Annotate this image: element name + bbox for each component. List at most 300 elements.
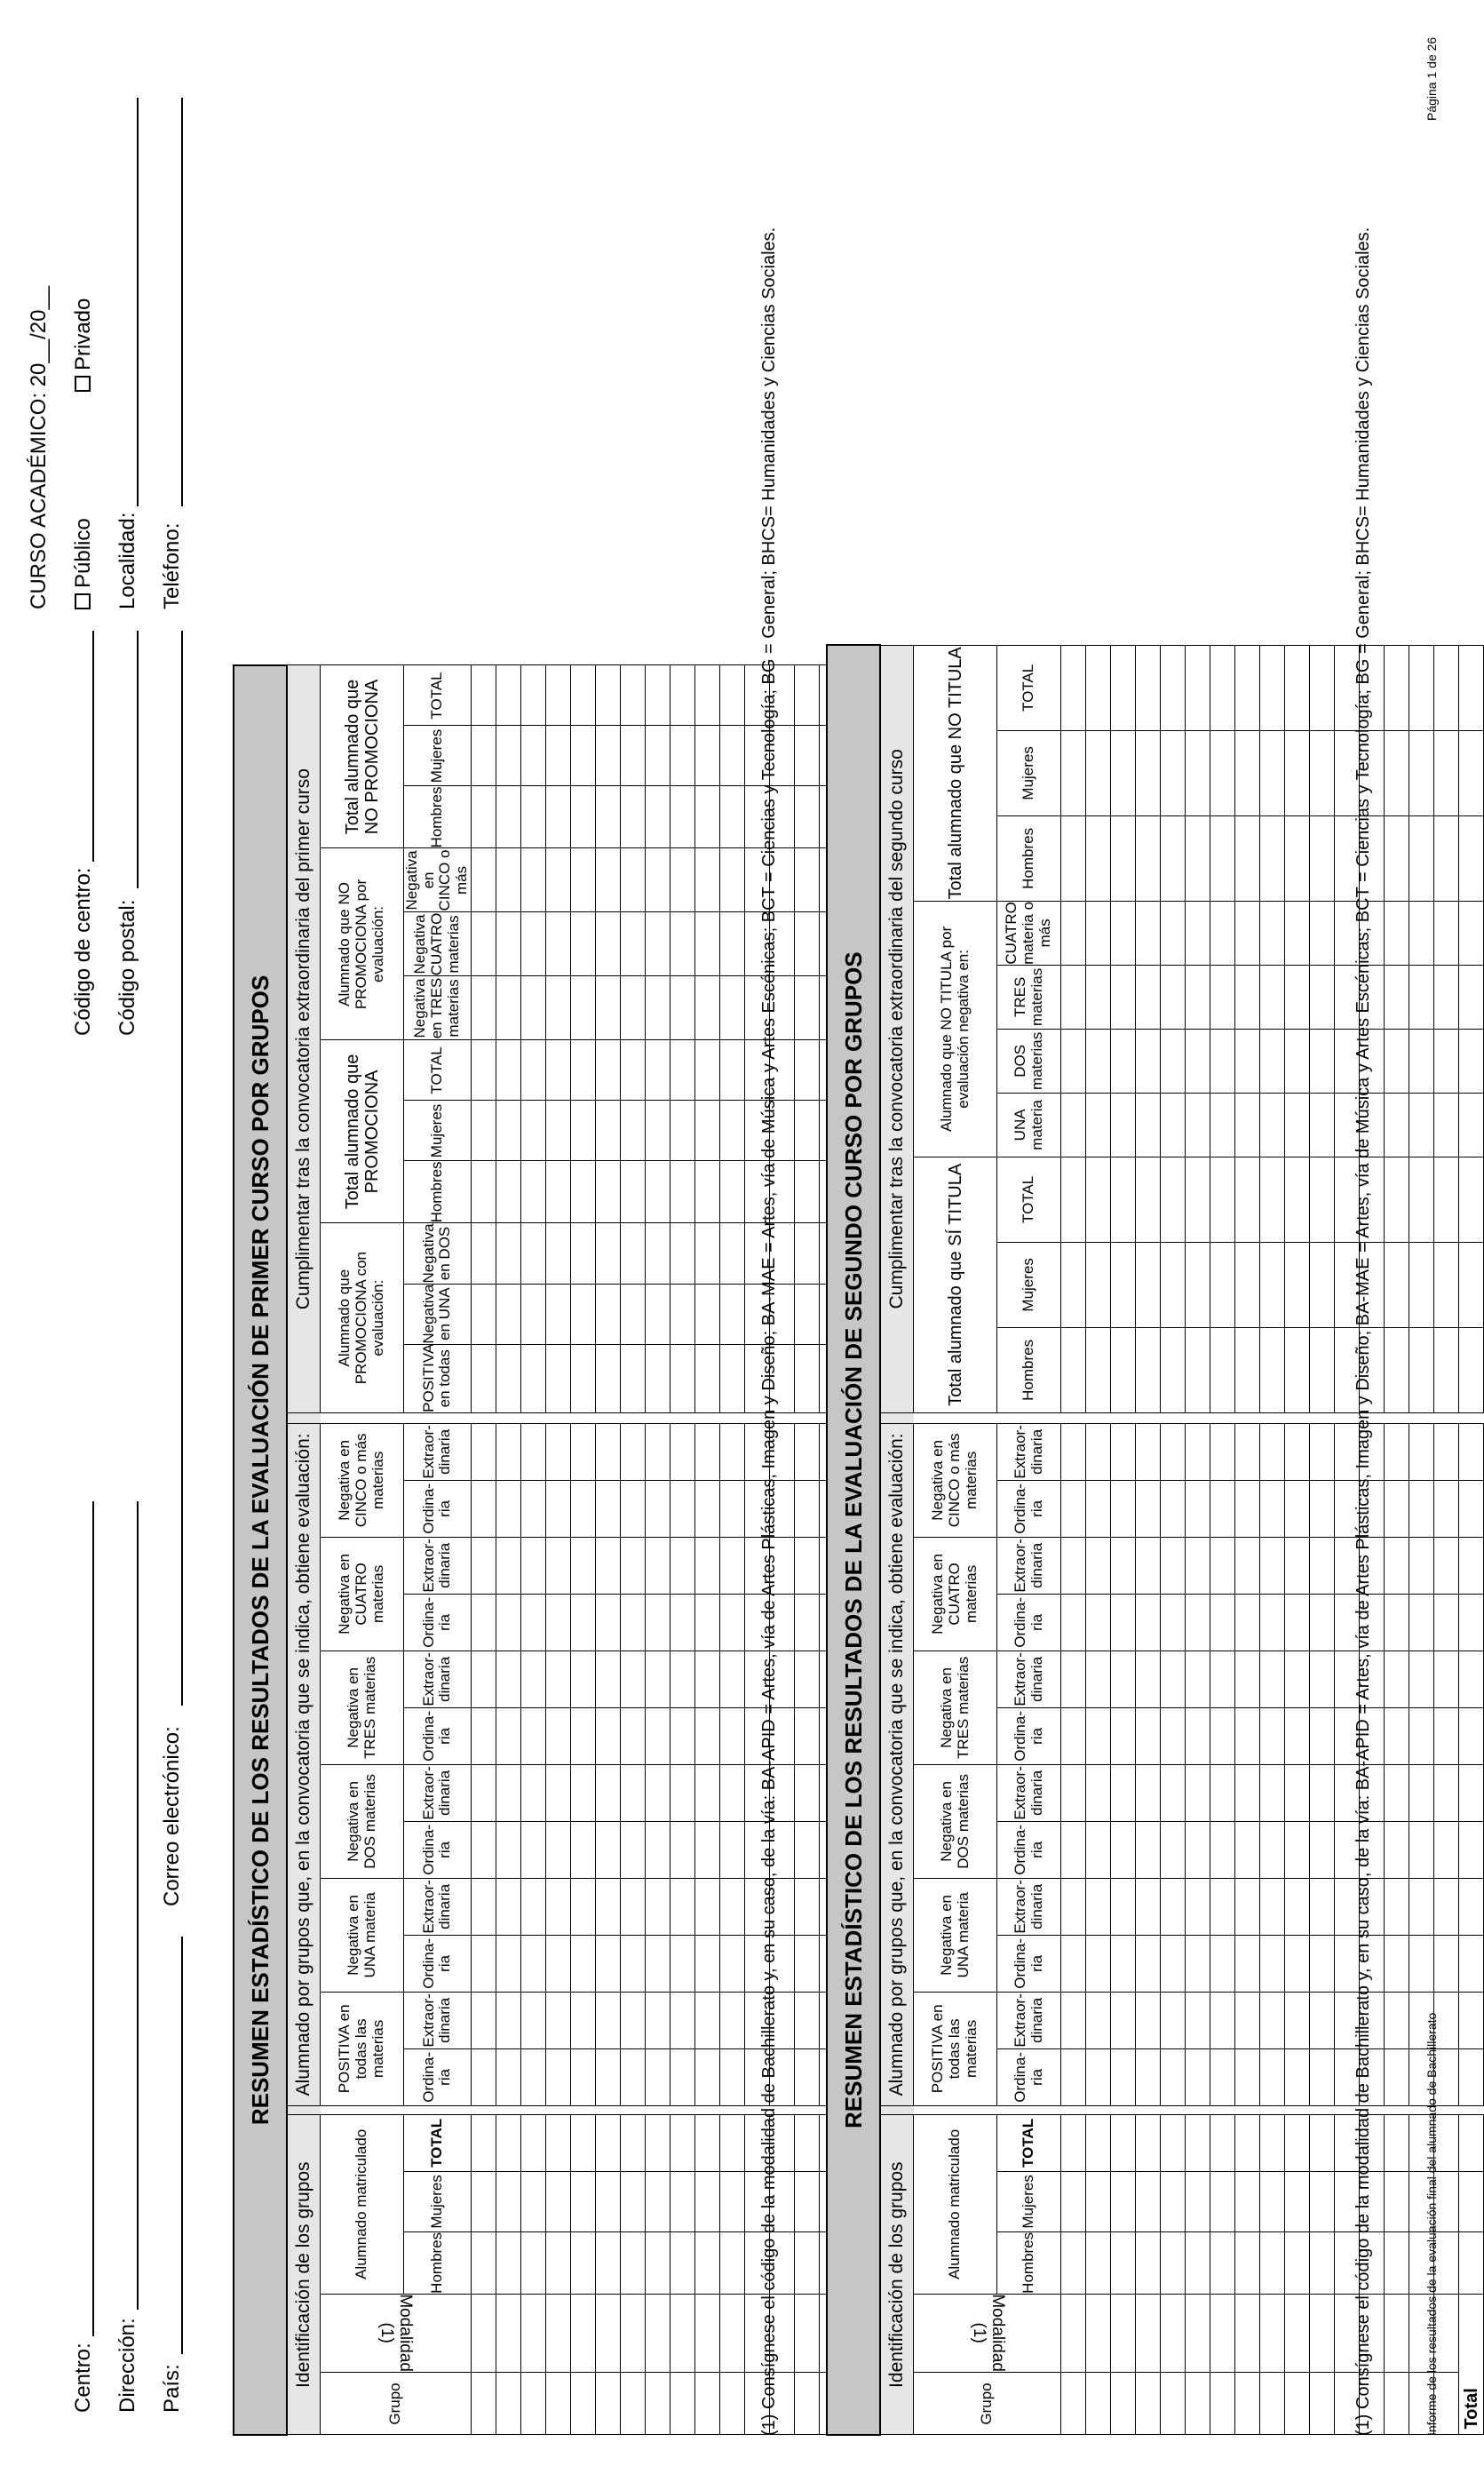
- table-cell[interactable]: [794, 976, 819, 1040]
- table-cell[interactable]: [471, 1707, 496, 1764]
- table-cell[interactable]: [471, 1161, 496, 1223]
- table-cell[interactable]: [570, 665, 595, 726]
- table-cell[interactable]: [595, 2048, 620, 2105]
- table-cell[interactable]: [645, 1537, 670, 1594]
- table-cell[interactable]: [1434, 730, 1459, 815]
- table-cell[interactable]: [520, 1284, 545, 1344]
- table-cell[interactable]: [719, 1537, 744, 1594]
- table-cell[interactable]: [1260, 1878, 1285, 1935]
- table-cell[interactable]: [471, 1223, 496, 1284]
- table-cell[interactable]: [1260, 1651, 1285, 1707]
- table-cell[interactable]: [1385, 1327, 1409, 1412]
- table-cell[interactable]: [670, 1935, 694, 1992]
- table-cell[interactable]: [1186, 1093, 1210, 1157]
- table-cell[interactable]: [520, 665, 545, 726]
- table-cell[interactable]: [1061, 901, 1086, 965]
- table-cell[interactable]: [719, 1161, 744, 1223]
- table-cell[interactable]: [1086, 2048, 1111, 2105]
- table-cell[interactable]: [694, 1594, 719, 1651]
- table-cell[interactable]: [545, 848, 570, 912]
- table-cell[interactable]: [1061, 1651, 1086, 1707]
- table-cell[interactable]: [1409, 1480, 1434, 1537]
- table-cell[interactable]: [1186, 1327, 1210, 1412]
- table-cell[interactable]: [1210, 1242, 1235, 1327]
- table-cell[interactable]: [1061, 1878, 1086, 1935]
- table-cell[interactable]: [520, 1344, 545, 1412]
- table-cell[interactable]: [1434, 1480, 1459, 1537]
- table-cell[interactable]: [471, 2171, 496, 2231]
- table-cell[interactable]: [570, 1821, 595, 1878]
- table-cell[interactable]: [1186, 2373, 1210, 2435]
- table-cell[interactable]: [1136, 1157, 1161, 1242]
- table-cell[interactable]: [1186, 815, 1210, 901]
- table-cell[interactable]: [1161, 1157, 1186, 1242]
- table-cell[interactable]: [620, 1537, 645, 1594]
- table-cell[interactable]: [1161, 1821, 1186, 1878]
- table-cell[interactable]: [1161, 2114, 1186, 2171]
- table-cell[interactable]: [1285, 1651, 1310, 1707]
- table-cell[interactable]: [570, 726, 595, 786]
- table-cell[interactable]: [670, 1537, 694, 1594]
- table-cell[interactable]: [570, 1764, 595, 1821]
- table-cell[interactable]: [694, 1284, 719, 1344]
- table-cell[interactable]: [670, 1651, 694, 1707]
- table-cell[interactable]: [620, 1935, 645, 1992]
- table-cell[interactable]: [1285, 2231, 1310, 2294]
- table-cell[interactable]: [1111, 1029, 1136, 1093]
- table-cell[interactable]: [1260, 901, 1285, 965]
- table-cell[interactable]: [545, 726, 570, 786]
- table-cell[interactable]: [645, 1878, 670, 1935]
- table-cell[interactable]: [1434, 1651, 1459, 1707]
- table-cell[interactable]: [471, 1423, 496, 1480]
- table-cell[interactable]: [1310, 1093, 1335, 1157]
- table-cell[interactable]: [1210, 901, 1235, 965]
- table-cell[interactable]: [1210, 815, 1235, 901]
- table-cell[interactable]: [1409, 1157, 1434, 1242]
- table-cell[interactable]: [1161, 645, 1186, 730]
- table-cell[interactable]: [620, 665, 645, 726]
- table-cell[interactable]: [1061, 2048, 1086, 2105]
- table-cell[interactable]: [595, 1992, 620, 2048]
- table-cell[interactable]: [1409, 1093, 1434, 1157]
- table-cell[interactable]: [1409, 1029, 1434, 1093]
- table-cell[interactable]: [1459, 1029, 1484, 1093]
- table-cell[interactable]: [595, 976, 620, 1040]
- table-cell[interactable]: [645, 1935, 670, 1992]
- table-cell[interactable]: [670, 726, 694, 786]
- table-cell[interactable]: [545, 2294, 570, 2373]
- table-cell[interactable]: [645, 912, 670, 976]
- table-cell[interactable]: [496, 2373, 520, 2435]
- table-cell[interactable]: [570, 1537, 595, 1594]
- table-cell[interactable]: [620, 1101, 645, 1161]
- table-cell[interactable]: [694, 912, 719, 976]
- table-cell[interactable]: [595, 786, 620, 848]
- table-cell[interactable]: [1061, 2171, 1086, 2231]
- table-cell[interactable]: [794, 786, 819, 848]
- table-cell[interactable]: [570, 2171, 595, 2231]
- table-cell[interactable]: [570, 2231, 595, 2294]
- table-cell[interactable]: [620, 1821, 645, 1878]
- table-cell[interactable]: [1210, 1707, 1235, 1764]
- table-cell[interactable]: [694, 1040, 719, 1101]
- table-cell[interactable]: [1310, 2171, 1335, 2231]
- table-cell[interactable]: [496, 1480, 520, 1537]
- table-cell[interactable]: [545, 1480, 570, 1537]
- table-cell[interactable]: [1086, 815, 1111, 901]
- table-cell[interactable]: [1136, 815, 1161, 901]
- table-cell[interactable]: [570, 1423, 595, 1480]
- table-cell[interactable]: [1111, 2373, 1136, 2435]
- table-cell[interactable]: [520, 2048, 545, 2105]
- table-cell[interactable]: [694, 2114, 719, 2171]
- table-cell[interactable]: [1310, 1878, 1335, 1935]
- table-cell[interactable]: [1260, 1327, 1285, 1412]
- table-cell[interactable]: [471, 1284, 496, 1344]
- table-cell[interactable]: [645, 1284, 670, 1344]
- pais-field[interactable]: [181, 1937, 183, 2354]
- table-cell[interactable]: [1136, 1878, 1161, 1935]
- table-cell[interactable]: [1061, 1764, 1086, 1821]
- table-cell[interactable]: [1111, 1327, 1136, 1412]
- table-cell[interactable]: [719, 2294, 744, 2373]
- table-cell[interactable]: [1086, 1242, 1111, 1327]
- table-cell[interactable]: [595, 1764, 620, 1821]
- table-cell[interactable]: [1409, 1764, 1434, 1821]
- table-cell[interactable]: [620, 912, 645, 976]
- table-cell[interactable]: [1061, 1327, 1086, 1412]
- table-cell[interactable]: [794, 2114, 819, 2171]
- table-cell[interactable]: [1111, 1242, 1136, 1327]
- table-cell[interactable]: [1459, 1327, 1484, 1412]
- table-cell[interactable]: [1186, 1707, 1210, 1764]
- table-cell[interactable]: [645, 2373, 670, 2435]
- table-cell[interactable]: [1459, 1935, 1484, 1992]
- table-cell[interactable]: [670, 1878, 694, 1935]
- table-cell[interactable]: [620, 2114, 645, 2171]
- table-cell[interactable]: [1186, 1821, 1210, 1878]
- table-cell[interactable]: [1235, 1029, 1260, 1093]
- telefono-field[interactable]: [181, 98, 183, 506]
- table-cell[interactable]: [1161, 1935, 1186, 1992]
- table-cell[interactable]: [694, 1935, 719, 1992]
- table-cell[interactable]: [1459, 2171, 1484, 2231]
- table-cell[interactable]: [1186, 1480, 1210, 1537]
- table-cell[interactable]: [1385, 1935, 1409, 1992]
- table-cell[interactable]: [1260, 1480, 1285, 1537]
- table-cell[interactable]: [1385, 2373, 1409, 2435]
- table-cell[interactable]: [620, 2048, 645, 2105]
- table-cell[interactable]: [719, 976, 744, 1040]
- table-cell[interactable]: [1235, 1764, 1260, 1821]
- table-cell[interactable]: [496, 2048, 520, 2105]
- table-cell[interactable]: [1086, 1594, 1111, 1651]
- table-cell[interactable]: [595, 2294, 620, 2373]
- table-cell[interactable]: [1186, 2114, 1210, 2171]
- table-cell[interactable]: [545, 1878, 570, 1935]
- table-cell[interactable]: [1434, 1423, 1459, 1480]
- table-cell[interactable]: [620, 2373, 645, 2435]
- table-cell[interactable]: [1285, 1764, 1310, 1821]
- table-cell[interactable]: [1186, 730, 1210, 815]
- table-cell[interactable]: [1111, 1093, 1136, 1157]
- table-cell[interactable]: [670, 1821, 694, 1878]
- table-cell[interactable]: [1285, 901, 1310, 965]
- table-cell[interactable]: [471, 2373, 496, 2435]
- table-cell[interactable]: [496, 1594, 520, 1651]
- table-cell[interactable]: [1136, 1651, 1161, 1707]
- table-cell[interactable]: [1136, 1327, 1161, 1412]
- table-cell[interactable]: [1260, 1157, 1285, 1242]
- table-cell[interactable]: [496, 1284, 520, 1344]
- table-cell[interactable]: [1086, 1537, 1111, 1594]
- table-cell[interactable]: [670, 848, 694, 912]
- table-cell[interactable]: [1385, 1878, 1409, 1935]
- direccion-field[interactable]: [137, 1501, 139, 2310]
- table-cell[interactable]: [1409, 1537, 1434, 1594]
- table-cell[interactable]: [1136, 1423, 1161, 1480]
- table-cell[interactable]: [1136, 1764, 1161, 1821]
- table-cell[interactable]: [1086, 1992, 1111, 2048]
- table-cell[interactable]: [1161, 2294, 1186, 2373]
- table-cell[interactable]: [520, 786, 545, 848]
- table-cell[interactable]: [1086, 1157, 1111, 1242]
- table-cell[interactable]: [794, 2373, 819, 2435]
- table-cell[interactable]: [1210, 1935, 1235, 1992]
- table-cell[interactable]: [1210, 2373, 1235, 2435]
- table-cell[interactable]: [670, 1423, 694, 1480]
- table-cell[interactable]: [1260, 1764, 1285, 1821]
- table-cell[interactable]: [471, 1480, 496, 1537]
- table-cell[interactable]: [570, 1992, 595, 2048]
- table-cell[interactable]: [1111, 965, 1136, 1029]
- table-cell[interactable]: [1111, 2231, 1136, 2294]
- table-cell[interactable]: [645, 1821, 670, 1878]
- table-cell[interactable]: [794, 1935, 819, 1992]
- table-cell[interactable]: [1310, 1480, 1335, 1537]
- table-cell[interactable]: [670, 2171, 694, 2231]
- table-cell[interactable]: [1136, 1480, 1161, 1537]
- table-cell[interactable]: [719, 1821, 744, 1878]
- table-cell[interactable]: [1161, 1594, 1186, 1651]
- table-cell[interactable]: [1459, 1707, 1484, 1764]
- table-cell[interactable]: [1434, 1242, 1459, 1327]
- table-cell[interactable]: [1161, 901, 1186, 965]
- table-cell[interactable]: [1186, 901, 1210, 965]
- table-cell[interactable]: [545, 1594, 570, 1651]
- table-cell[interactable]: [545, 1040, 570, 1101]
- table-cell[interactable]: [794, 726, 819, 786]
- table-cell[interactable]: [496, 912, 520, 976]
- table-cell[interactable]: [719, 1764, 744, 1821]
- table-cell[interactable]: [520, 1651, 545, 1707]
- table-cell[interactable]: [645, 1594, 670, 1651]
- table-cell[interactable]: [570, 1878, 595, 1935]
- table-cell[interactable]: [794, 1101, 819, 1161]
- table-cell[interactable]: [645, 848, 670, 912]
- table-cell[interactable]: [1111, 1157, 1136, 1242]
- table-cell[interactable]: [1136, 1537, 1161, 1594]
- table-cell[interactable]: [1210, 965, 1235, 1029]
- table-cell[interactable]: [1086, 645, 1111, 730]
- table-cell[interactable]: [595, 1537, 620, 1594]
- table-cell[interactable]: [1235, 2114, 1260, 2171]
- table-cell[interactable]: [694, 1764, 719, 1821]
- table-cell[interactable]: [694, 2171, 719, 2231]
- table-cell[interactable]: [719, 1707, 744, 1764]
- table-cell[interactable]: [1459, 1992, 1484, 2048]
- table-cell[interactable]: [1210, 2231, 1235, 2294]
- table-cell[interactable]: [1086, 1878, 1111, 1935]
- table-cell[interactable]: [1186, 2231, 1210, 2294]
- table-cell[interactable]: [1136, 1992, 1161, 2048]
- privado-checkbox[interactable]: [75, 376, 91, 392]
- table-cell[interactable]: [520, 1040, 545, 1101]
- table-cell[interactable]: [794, 1651, 819, 1707]
- table-cell[interactable]: [620, 848, 645, 912]
- table-cell[interactable]: [545, 1284, 570, 1344]
- table-cell[interactable]: [471, 665, 496, 726]
- table-cell[interactable]: [794, 1707, 819, 1764]
- table-cell[interactable]: [496, 2231, 520, 2294]
- table-cell[interactable]: [794, 1764, 819, 1821]
- table-cell[interactable]: [645, 1344, 670, 1412]
- table-cell[interactable]: [520, 1935, 545, 1992]
- table-cell[interactable]: [1310, 1707, 1335, 1764]
- table-cell[interactable]: [496, 665, 520, 726]
- table-cell[interactable]: [1111, 901, 1136, 965]
- table-cell[interactable]: [1061, 1935, 1086, 1992]
- table-cell[interactable]: [496, 1935, 520, 1992]
- table-cell[interactable]: [1310, 1651, 1335, 1707]
- table-cell[interactable]: [471, 1992, 496, 2048]
- table-cell[interactable]: [1061, 730, 1086, 815]
- table-cell[interactable]: [1111, 1878, 1136, 1935]
- table-cell[interactable]: [1061, 2294, 1086, 2373]
- table-cell[interactable]: [1285, 1537, 1310, 1594]
- table-cell[interactable]: [1285, 1594, 1310, 1651]
- table-cell[interactable]: [1136, 1935, 1161, 1992]
- table-cell[interactable]: [670, 912, 694, 976]
- table-cell[interactable]: [694, 786, 719, 848]
- table-cell[interactable]: [570, 2114, 595, 2171]
- table-cell[interactable]: [794, 1480, 819, 1537]
- table-cell[interactable]: [719, 1040, 744, 1101]
- table-cell[interactable]: [645, 1480, 670, 1537]
- table-cell[interactable]: [471, 786, 496, 848]
- table-cell[interactable]: [1161, 730, 1186, 815]
- table-cell[interactable]: [1260, 645, 1285, 730]
- table-cell[interactable]: [694, 2231, 719, 2294]
- table-cell[interactable]: [570, 1594, 595, 1651]
- centro-field[interactable]: [92, 1501, 94, 2336]
- table-cell[interactable]: [1235, 1935, 1260, 1992]
- table-cell[interactable]: [719, 2231, 744, 2294]
- table-cell[interactable]: [1285, 2048, 1310, 2105]
- table-cell[interactable]: [1409, 1707, 1434, 1764]
- table-cell[interactable]: [1459, 2231, 1484, 2294]
- table-cell[interactable]: [719, 1594, 744, 1651]
- table-cell[interactable]: [719, 1344, 744, 1412]
- table-cell[interactable]: [794, 1161, 819, 1223]
- table-cell[interactable]: [1086, 1707, 1111, 1764]
- table-cell[interactable]: [1136, 1707, 1161, 1764]
- table-cell[interactable]: [1434, 1878, 1459, 1935]
- table-cell[interactable]: [1260, 1707, 1285, 1764]
- table-cell[interactable]: [1111, 1992, 1136, 2048]
- table-cell[interactable]: [1385, 1594, 1409, 1651]
- table-cell[interactable]: [670, 2231, 694, 2294]
- table-cell[interactable]: [471, 848, 496, 912]
- table-cell[interactable]: [471, 2048, 496, 2105]
- table-cell[interactable]: [570, 1935, 595, 1992]
- table-cell[interactable]: [1409, 901, 1434, 965]
- table-cell[interactable]: [1385, 2171, 1409, 2231]
- table-cell[interactable]: [1385, 1992, 1409, 2048]
- table-cell[interactable]: [620, 1223, 645, 1284]
- table-cell[interactable]: [1061, 1480, 1086, 1537]
- table-cell[interactable]: [496, 1040, 520, 1101]
- table-cell[interactable]: [1285, 2373, 1310, 2435]
- table-cell[interactable]: [1086, 2114, 1111, 2171]
- table-cell[interactable]: [1385, 1651, 1409, 1707]
- table-cell[interactable]: [1136, 645, 1161, 730]
- table-cell[interactable]: [570, 1161, 595, 1223]
- table-cell[interactable]: [570, 2294, 595, 2373]
- table-cell[interactable]: [1161, 815, 1186, 901]
- table-cell[interactable]: [1210, 2171, 1235, 2231]
- table-cell[interactable]: [794, 2231, 819, 2294]
- table-cell[interactable]: [1061, 2373, 1086, 2435]
- table-cell[interactable]: [1260, 1537, 1285, 1594]
- table-cell[interactable]: [1086, 1093, 1111, 1157]
- table-cell[interactable]: [1285, 1093, 1310, 1157]
- table-cell[interactable]: [1434, 645, 1459, 730]
- table-cell[interactable]: [719, 1935, 744, 1992]
- table-cell[interactable]: [670, 1480, 694, 1537]
- table-cell[interactable]: [1111, 1480, 1136, 1537]
- table-cell[interactable]: [1385, 1029, 1409, 1093]
- table-cell[interactable]: [670, 1707, 694, 1764]
- table-cell[interactable]: [545, 1707, 570, 1764]
- table-cell[interactable]: [520, 1878, 545, 1935]
- table-cell[interactable]: [496, 1992, 520, 2048]
- table-cell[interactable]: [620, 1480, 645, 1537]
- table-cell[interactable]: [1385, 1242, 1409, 1327]
- table-cell[interactable]: [645, 2171, 670, 2231]
- table-cell[interactable]: [1235, 645, 1260, 730]
- table-cell[interactable]: [1310, 2114, 1335, 2171]
- table-cell[interactable]: [1161, 1537, 1186, 1594]
- table-cell[interactable]: [1161, 965, 1186, 1029]
- table-cell[interactable]: [1260, 2294, 1285, 2373]
- table-cell[interactable]: [1136, 2231, 1161, 2294]
- table-cell[interactable]: [520, 1161, 545, 1223]
- table-cell[interactable]: [1385, 1764, 1409, 1821]
- table-cell[interactable]: [1061, 1242, 1086, 1327]
- table-cell[interactable]: [1459, 1423, 1484, 1480]
- table-cell[interactable]: [1161, 1093, 1186, 1157]
- table-cell[interactable]: [1186, 1992, 1210, 2048]
- table-cell[interactable]: [1235, 2048, 1260, 2105]
- table-cell[interactable]: [1285, 1327, 1310, 1412]
- table-cell[interactable]: [1061, 1093, 1086, 1157]
- table-cell[interactable]: [1210, 1651, 1235, 1707]
- table-cell[interactable]: [471, 1878, 496, 1935]
- table-cell[interactable]: [570, 1480, 595, 1537]
- table-cell[interactable]: [1434, 1764, 1459, 1821]
